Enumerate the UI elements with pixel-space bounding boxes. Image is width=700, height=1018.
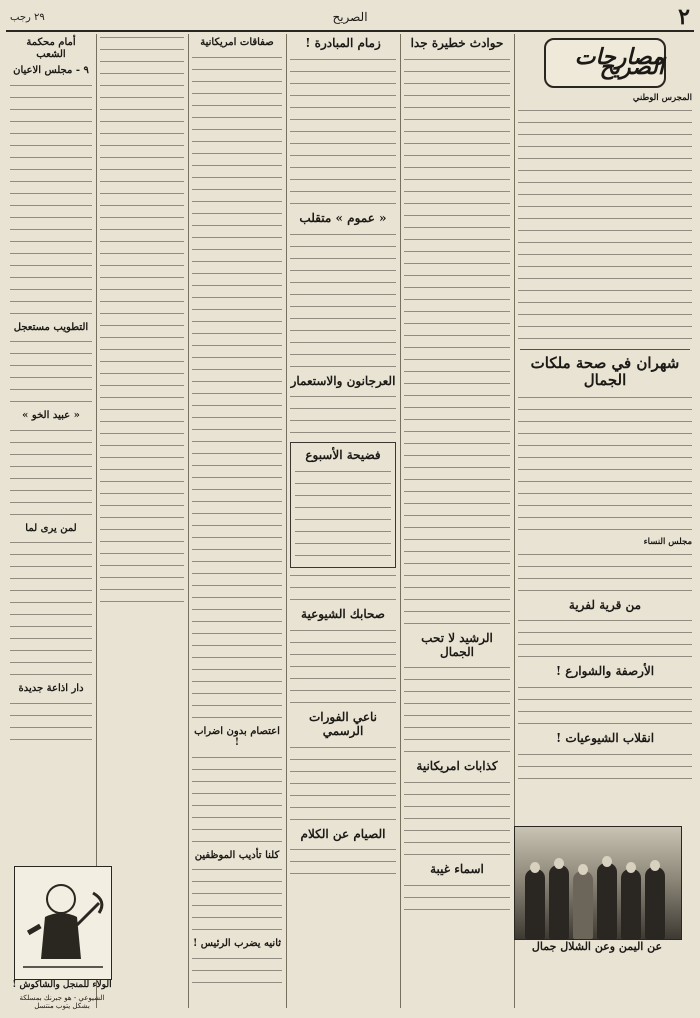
headline: الصيام عن الكلام bbox=[300, 826, 386, 841]
masthead bbox=[6, 6, 694, 32]
headline: ناعي الفورات الرسمي bbox=[308, 709, 378, 738]
photo-caption: عن اليمن وعن الشلال جمال bbox=[531, 940, 663, 953]
column-4 bbox=[192, 34, 282, 1012]
headline: التطويب مستعجل bbox=[13, 321, 89, 333]
subheading: مجلس النساء bbox=[643, 537, 692, 548]
headline: العرجانون والاستعمار bbox=[290, 373, 396, 388]
headline: لمن يرى لما bbox=[25, 522, 77, 534]
headline: زمام المبادرة ! bbox=[305, 36, 381, 50]
column-4b bbox=[100, 34, 184, 858]
column-rule bbox=[286, 34, 287, 1008]
column-rule bbox=[400, 34, 401, 1008]
headline: ثانيه يضرب الرئيس ! bbox=[192, 938, 282, 949]
headline: فضيحة الأسبوع bbox=[305, 448, 381, 463]
cartoon-caption: الولاء للمنجل والشاكوش ! bbox=[12, 980, 112, 990]
headline: دار اذاعة جديدة bbox=[18, 683, 84, 694]
column-5 bbox=[10, 34, 92, 858]
headline: حوادث خطيرة جدا bbox=[410, 36, 504, 50]
headline: « عموم » متقلب bbox=[299, 210, 387, 225]
section-logo: مصارحات الصريح bbox=[544, 38, 666, 88]
column-rule bbox=[96, 34, 97, 1008]
column-3 bbox=[290, 34, 396, 1012]
column-2 bbox=[404, 34, 510, 1012]
headline: ٩ - مجلس الاعيان bbox=[13, 65, 89, 76]
headline: الرشيد لا تحب الجمال bbox=[421, 630, 493, 659]
headline: صحابك الشيوعية bbox=[301, 607, 385, 622]
cartoon-illustration bbox=[14, 866, 112, 980]
paper-name: الصريح bbox=[332, 10, 368, 24]
headline: صفاقات امريكانية bbox=[200, 37, 274, 48]
page-number: ٢ bbox=[678, 4, 690, 30]
headline: كذابات امريكانية bbox=[416, 759, 498, 774]
headline: اسماء غيبة bbox=[430, 862, 484, 877]
headline: أمام محكمة الشعب bbox=[26, 37, 76, 60]
byline: المجرس الوطني bbox=[632, 93, 692, 103]
boxed-article bbox=[290, 442, 396, 568]
column-rule bbox=[188, 34, 189, 1008]
news-photo bbox=[514, 826, 682, 940]
cartoon-subcaption: الشيوعي - هو جبرنك بمسلكة بشكل يتوب منتسل bbox=[19, 994, 105, 1010]
headline: شهران في صحة ملكات الجمال bbox=[530, 353, 680, 389]
headline: من قرية لفرية bbox=[568, 597, 642, 612]
issue-date: ٢٩ رجب bbox=[10, 12, 45, 23]
headline: « عبيد الخو » bbox=[22, 410, 80, 421]
headline: الأرصفة والشوارع ! bbox=[555, 664, 655, 679]
headline: كلنا تأديب الموظفين bbox=[194, 849, 280, 861]
headline: انقلاب الشيوعيات ! bbox=[555, 731, 655, 746]
headline: اعتصام بدون اضراب ! bbox=[194, 725, 280, 748]
